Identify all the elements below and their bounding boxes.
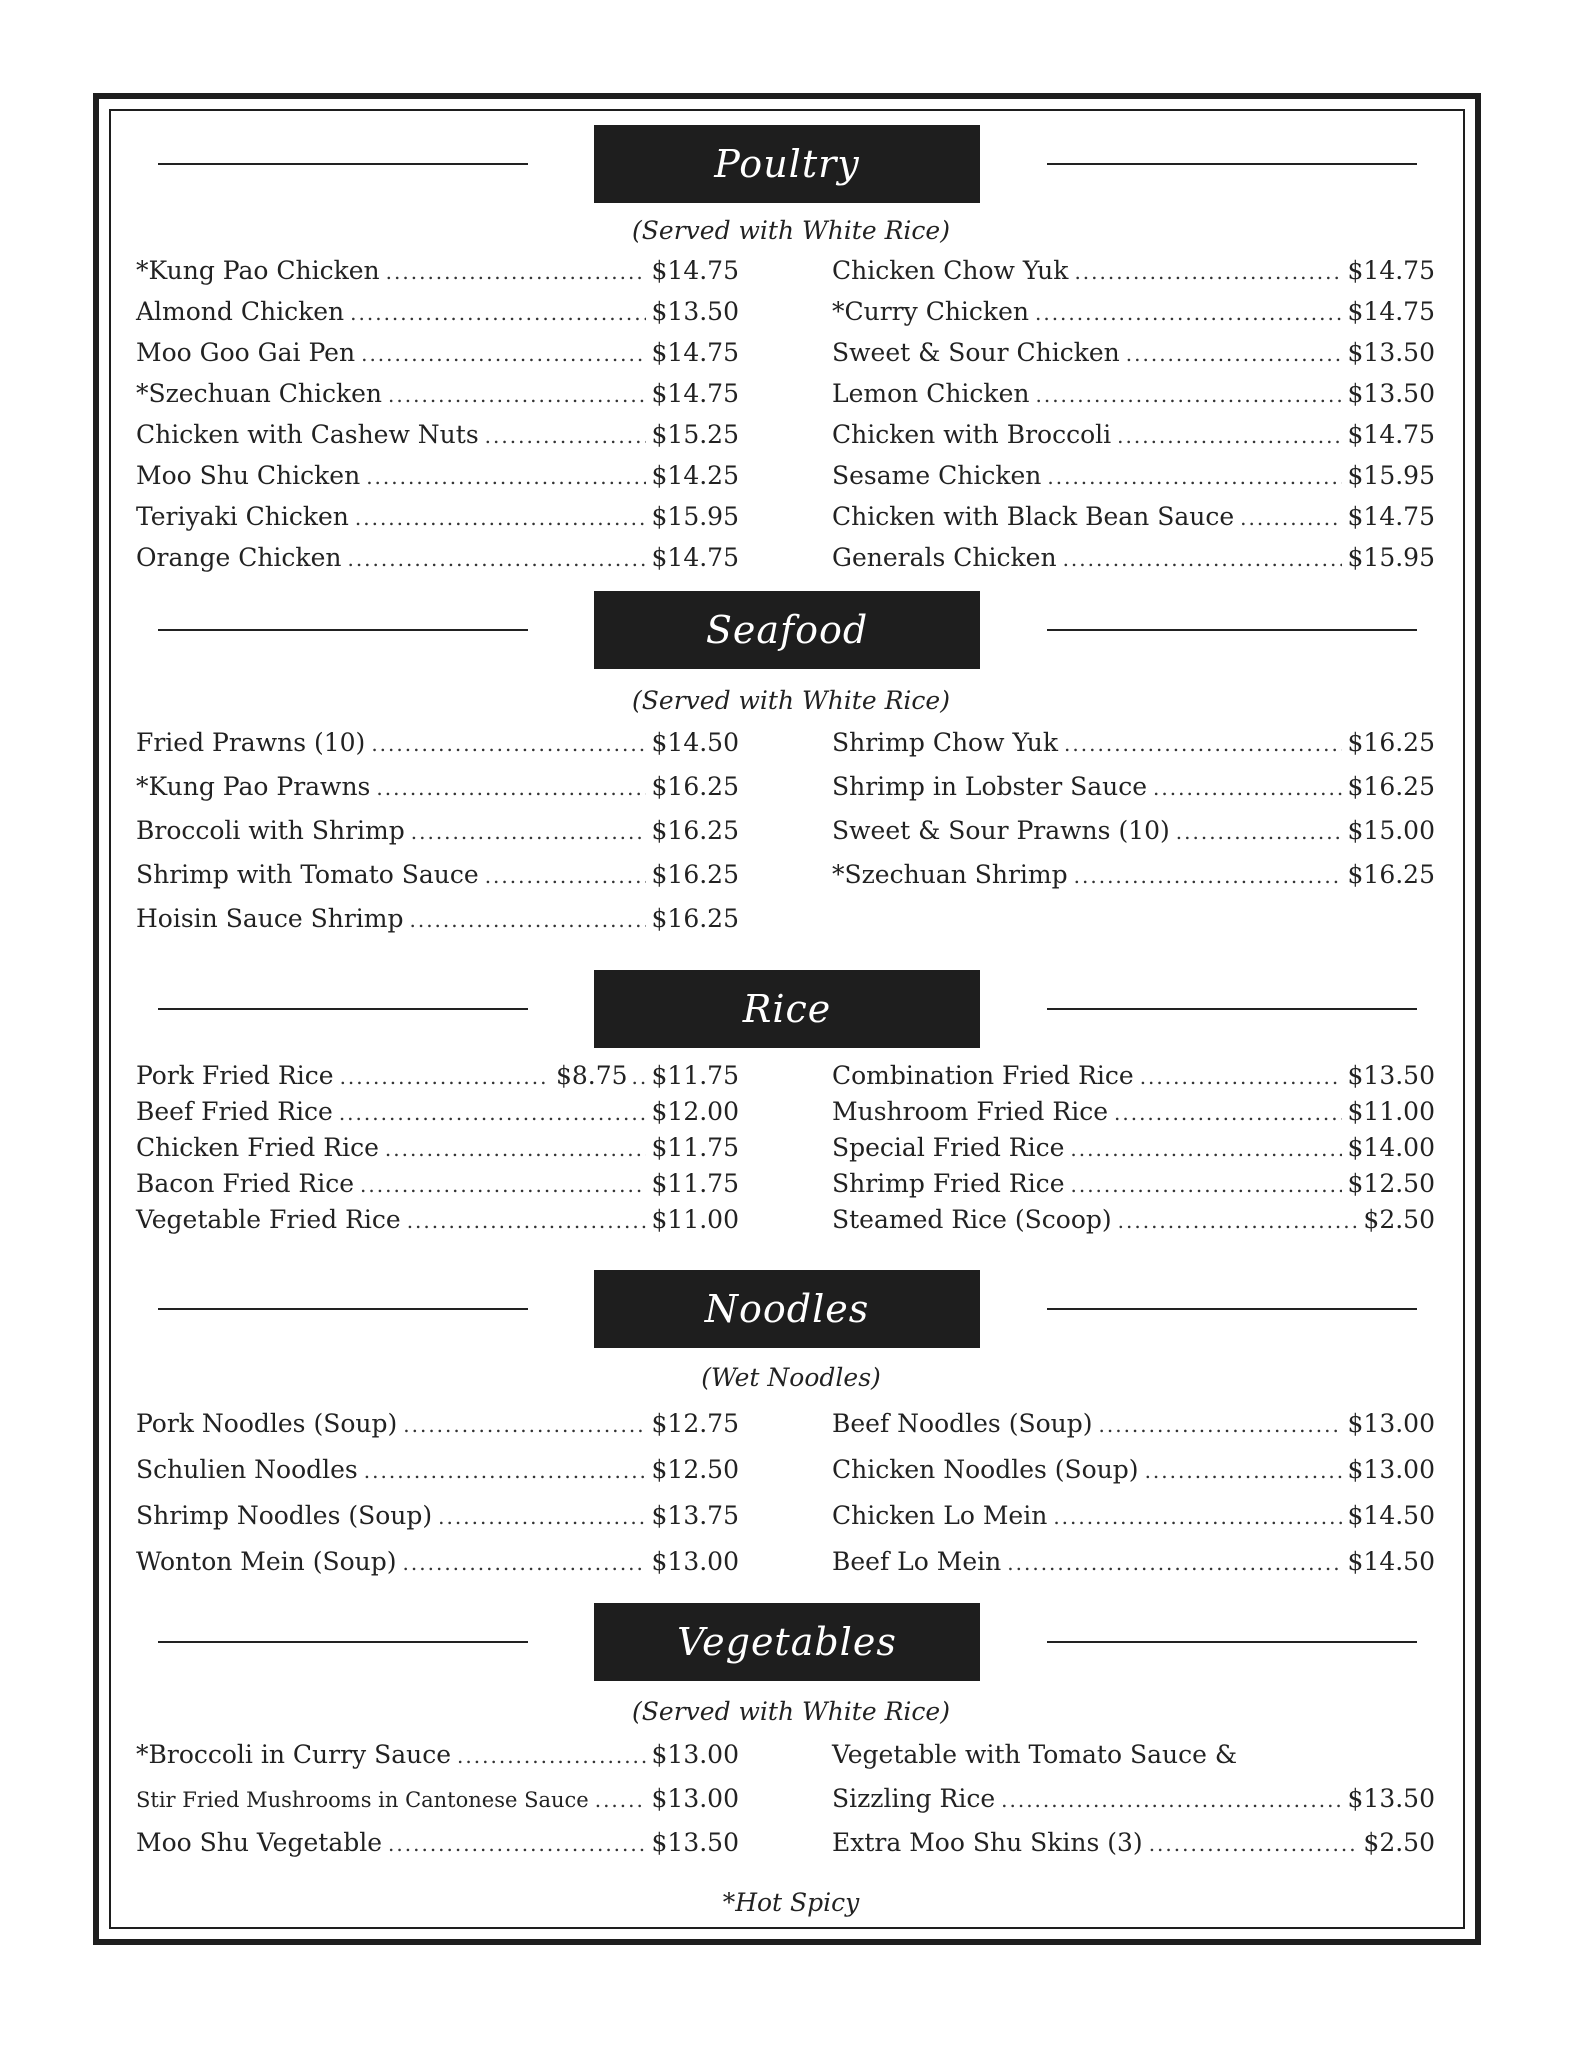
menu-item xyxy=(136,904,739,948)
poultry-header xyxy=(0,125,1582,203)
item-name: Teriyaki Chicken xyxy=(136,502,349,531)
item-price: $11.75 xyxy=(651,1061,739,1090)
item-price: $11.75 xyxy=(651,1169,739,1198)
dot-leader xyxy=(347,547,645,571)
menu-item xyxy=(832,1501,1435,1547)
item-price: $2.50 xyxy=(1363,1205,1435,1234)
item-name: Chicken with Black Bean Sauce xyxy=(832,502,1235,531)
item-price: $14.50 xyxy=(1347,1547,1435,1576)
menu-item xyxy=(832,772,1435,816)
item-price: $16.25 xyxy=(1347,772,1435,801)
menu-item xyxy=(832,420,1435,461)
divider-line xyxy=(158,1008,528,1010)
item-name: Moo Shu Chicken xyxy=(136,461,361,490)
menu-item xyxy=(136,1828,739,1872)
dot-leader xyxy=(411,820,646,844)
item-price: $12.00 xyxy=(651,1097,739,1126)
item-price: $13.75 xyxy=(651,1501,739,1530)
item-price: $13.50 xyxy=(1347,338,1435,367)
dot-leader xyxy=(1053,1505,1341,1529)
menu-item xyxy=(832,1169,1435,1205)
item-price: $15.00 xyxy=(1347,816,1435,845)
menu-item xyxy=(136,543,739,584)
item-price: $16.25 xyxy=(1347,728,1435,757)
dot-leader xyxy=(1117,424,1341,448)
vegetables-subtitle: (Served with White Rice) xyxy=(632,1697,950,1726)
menu-item xyxy=(136,1409,739,1455)
menu-item xyxy=(832,816,1435,860)
dot-leader xyxy=(1118,1209,1358,1233)
item-name: Sweet & Sour Chicken xyxy=(832,338,1120,367)
dot-leader xyxy=(1074,864,1342,888)
dot-leader xyxy=(371,732,645,756)
noodles-subtitle: (Wet Noodles) xyxy=(701,1363,881,1392)
menu-item xyxy=(832,1097,1435,1133)
item-name: Fried Prawns (10) xyxy=(136,728,366,757)
dot-leader xyxy=(1035,383,1341,407)
item-price: $11.00 xyxy=(651,1205,739,1234)
item-name: Beef Noodles (Soup) xyxy=(832,1409,1093,1438)
item-name: Chicken with Cashew Nuts xyxy=(136,420,479,449)
item-name: Shrimp with Tomato Sauce xyxy=(136,860,479,889)
dot-leader xyxy=(1099,1413,1342,1437)
section-title: Seafood xyxy=(594,591,980,669)
poultry-subtitle: (Served with White Rice) xyxy=(632,216,950,245)
menu-item xyxy=(136,1097,739,1133)
item-price: $16.25 xyxy=(1347,860,1435,889)
item-name: Almond Chicken xyxy=(136,297,345,326)
item-name: Moo Goo Gai Pen xyxy=(136,338,356,367)
noodles-right-column xyxy=(832,1409,1435,1593)
menu-item xyxy=(832,728,1435,772)
item-price: $13.50 xyxy=(1347,379,1435,408)
dot-leader xyxy=(339,1101,646,1125)
menu-item xyxy=(136,338,739,379)
item-name: *Szechuan Chicken xyxy=(136,379,383,408)
dot-leader xyxy=(361,342,645,366)
item-name: Bacon Fried Rice xyxy=(136,1169,355,1198)
poultry-right-column xyxy=(832,256,1435,584)
divider-line xyxy=(1047,1008,1417,1010)
item-price: $13.50 xyxy=(1347,1784,1435,1813)
item-name: *Szechuan Shrimp xyxy=(832,860,1068,889)
item-price: $14.75 xyxy=(1347,256,1435,285)
menu-item xyxy=(136,1784,739,1828)
item-name: Sizzling Rice xyxy=(832,1784,996,1813)
menu-item xyxy=(136,1740,739,1784)
item-price: $11.75 xyxy=(651,1133,739,1162)
dot-leader xyxy=(1140,1065,1342,1089)
item-price: $14.75 xyxy=(1347,502,1435,531)
menu-item xyxy=(832,1547,1435,1593)
item-name: Shrimp Fried Rice xyxy=(832,1169,1065,1198)
dot-leader xyxy=(1070,1173,1341,1197)
item-name: Schulien Noodles xyxy=(136,1455,358,1484)
rice-header xyxy=(0,970,1582,1048)
divider-line xyxy=(1047,1641,1417,1643)
item-price: $14.00 xyxy=(1347,1133,1435,1162)
rice-left-column xyxy=(136,1061,739,1241)
divider-line xyxy=(158,1641,528,1643)
item-price: $13.00 xyxy=(1347,1455,1435,1484)
dot-leader xyxy=(360,1173,645,1197)
menu-item xyxy=(136,297,739,338)
item-price: $16.25 xyxy=(651,904,739,933)
menu-item xyxy=(136,860,739,904)
dot-leader xyxy=(386,260,646,284)
menu-item xyxy=(832,1784,1435,1828)
menu-item xyxy=(136,379,739,420)
divider-line xyxy=(158,163,528,165)
menu-item xyxy=(832,338,1435,379)
dot-leader xyxy=(340,1065,550,1089)
dot-leader xyxy=(485,424,646,448)
item-price: $12.75 xyxy=(651,1409,739,1438)
dot-leader xyxy=(1074,260,1341,284)
item-name: *Curry Chicken xyxy=(832,297,1029,326)
dot-leader xyxy=(1070,1137,1341,1161)
dot-leader xyxy=(1240,506,1341,530)
item-name: Shrimp Noodles (Soup) xyxy=(136,1501,433,1530)
item-name: Pork Fried Rice xyxy=(136,1061,334,1090)
dot-leader xyxy=(457,1744,645,1768)
menu-item xyxy=(136,256,739,297)
item-name: Chicken Noodles (Soup) xyxy=(832,1455,1139,1484)
seafood-left-column xyxy=(136,728,739,948)
dot-leader xyxy=(1149,1832,1358,1856)
item-price: $13.00 xyxy=(1347,1409,1435,1438)
dot-leader xyxy=(1176,820,1342,844)
menu-item xyxy=(832,1061,1435,1097)
item-name: Generals Chicken xyxy=(832,543,1057,572)
dot-leader xyxy=(403,1551,646,1575)
section-title: Noodles xyxy=(594,1270,980,1348)
menu-item xyxy=(136,728,739,772)
item-price: $12.50 xyxy=(651,1455,739,1484)
dot-leader xyxy=(1047,465,1341,489)
item-price: $13.00 xyxy=(651,1740,739,1769)
section-title: Poultry xyxy=(594,125,980,203)
item-price: $14.25 xyxy=(651,461,739,490)
menu-item xyxy=(832,461,1435,502)
dot-leader xyxy=(355,506,646,530)
dot-leader xyxy=(350,301,645,325)
noodles-left-column xyxy=(136,1409,739,1593)
divider-line xyxy=(1047,1308,1417,1310)
item-name: Steamed Rice (Scoop) xyxy=(832,1205,1112,1234)
item-price: $13.00 xyxy=(651,1547,739,1576)
menu-item xyxy=(832,860,1435,904)
section-title: Vegetables xyxy=(594,1603,980,1681)
item-name: Broccoli with Shrimp xyxy=(136,816,405,845)
dot-leader xyxy=(1145,1459,1342,1483)
menu-item xyxy=(136,1133,739,1169)
menu-item xyxy=(832,256,1435,297)
menu-item xyxy=(136,1455,739,1501)
item-name: Vegetable Fried Rice xyxy=(136,1205,401,1234)
menu-item xyxy=(832,1409,1435,1455)
item-price: $11.00 xyxy=(1347,1097,1435,1126)
menu-item xyxy=(136,420,739,461)
item-name: Sweet & Sour Prawns (10) xyxy=(832,816,1170,845)
item-price: $16.25 xyxy=(651,860,739,889)
seafood-header xyxy=(0,591,1582,669)
item-price: $16.25 xyxy=(651,816,739,845)
menu-item xyxy=(136,502,739,543)
dot-leader xyxy=(595,1788,646,1812)
item-name: *Kung Pao Chicken xyxy=(136,256,380,285)
dot-leader xyxy=(376,776,645,800)
item-name: Chicken Lo Mein xyxy=(832,1501,1048,1530)
item-price: $13.50 xyxy=(651,297,739,326)
menu-item xyxy=(136,772,739,816)
dot-leader xyxy=(438,1505,645,1529)
dot-leader xyxy=(409,908,645,932)
item-name: Shrimp in Lobster Sauce xyxy=(832,772,1148,801)
menu-item xyxy=(832,1133,1435,1169)
section-title: Rice xyxy=(594,970,980,1048)
item-name: Pork Noodles (Soup) xyxy=(136,1409,398,1438)
menu-item xyxy=(136,461,739,502)
dot-leader xyxy=(1064,732,1341,756)
item-price: $13.00 xyxy=(651,1784,739,1813)
dot-leader xyxy=(366,465,645,489)
dot-leader xyxy=(1007,1551,1341,1575)
vegetables-header xyxy=(0,1603,1582,1681)
item-name: Beef Lo Mein xyxy=(832,1547,1002,1576)
item-name: *Broccoli in Curry Sauce xyxy=(136,1740,452,1769)
item-price-small: $8.75 xyxy=(555,1061,628,1090)
item-name: Wonton Mein (Soup) xyxy=(136,1547,397,1576)
dot-leader xyxy=(632,1065,650,1089)
item-name: Chicken Chow Yuk xyxy=(832,256,1069,285)
menu-item xyxy=(832,502,1435,543)
item-price: $15.25 xyxy=(651,420,739,449)
dot-leader xyxy=(364,1459,646,1483)
item-price: $2.50 xyxy=(1363,1828,1435,1857)
item-name: Chicken Fried Rice xyxy=(136,1133,379,1162)
item-name: Hoisin Sauce Shrimp xyxy=(136,904,404,933)
menu-item xyxy=(136,1061,739,1097)
seafood-right-column xyxy=(832,728,1435,904)
item-price: $14.75 xyxy=(651,256,739,285)
item-name: Chicken with Broccoli xyxy=(832,420,1112,449)
item-name: Stir Fried Mushrooms in Cantonese Sauce xyxy=(136,1788,589,1812)
item-price: $14.50 xyxy=(651,728,739,757)
rice-right-column xyxy=(832,1061,1435,1241)
menu-item xyxy=(832,1455,1435,1501)
divider-line xyxy=(1047,163,1417,165)
seafood-subtitle: (Served with White Rice) xyxy=(632,686,950,715)
item-name: Combination Fried Rice xyxy=(832,1061,1134,1090)
item-price: $14.50 xyxy=(1347,1501,1435,1530)
menu-item xyxy=(136,816,739,860)
dot-leader xyxy=(407,1209,646,1233)
menu-item xyxy=(832,1205,1435,1241)
item-price: $16.25 xyxy=(651,772,739,801)
dot-leader xyxy=(1063,547,1342,571)
poultry-left-column xyxy=(136,256,739,584)
menu-item xyxy=(832,1740,1435,1784)
dot-leader xyxy=(388,383,645,407)
vegetables-left-column xyxy=(136,1740,739,1872)
item-price: $15.95 xyxy=(1347,543,1435,572)
dot-leader xyxy=(403,1413,645,1437)
item-price: $14.75 xyxy=(1347,297,1435,326)
divider-line xyxy=(158,629,528,631)
item-price: $14.75 xyxy=(651,543,739,572)
menu-item xyxy=(832,543,1435,584)
item-name: Lemon Chicken xyxy=(832,379,1030,408)
menu-item xyxy=(136,1205,739,1241)
item-price: $12.50 xyxy=(1347,1169,1435,1198)
divider-line xyxy=(1047,629,1417,631)
item-price: $13.50 xyxy=(651,1828,739,1857)
item-name: Special Fried Rice xyxy=(832,1133,1065,1162)
item-price: $15.95 xyxy=(651,502,739,531)
item-name: Vegetable with Tomato Sauce & xyxy=(832,1740,1238,1769)
dot-leader xyxy=(1126,342,1342,366)
item-price: $14.75 xyxy=(651,338,739,367)
dot-leader xyxy=(388,1832,645,1856)
menu-item xyxy=(832,1828,1435,1872)
item-name: Sesame Chicken xyxy=(832,461,1042,490)
item-name: Orange Chicken xyxy=(136,543,342,572)
item-price: $15.95 xyxy=(1347,461,1435,490)
item-name: *Kung Pao Prawns xyxy=(136,772,371,801)
footer-note: *Hot Spicy xyxy=(722,1888,860,1917)
vegetables-right-column xyxy=(832,1740,1435,1872)
item-price: $13.50 xyxy=(1347,1061,1435,1090)
item-name: Beef Fried Rice xyxy=(136,1097,333,1126)
item-price: $14.75 xyxy=(651,379,739,408)
menu-item xyxy=(136,1547,739,1593)
dot-leader xyxy=(485,864,646,888)
noodles-header xyxy=(0,1270,1582,1348)
item-name: Moo Shu Vegetable xyxy=(136,1828,383,1857)
dot-leader xyxy=(1035,301,1342,325)
menu-item xyxy=(136,1169,739,1205)
dot-leader xyxy=(1114,1101,1342,1125)
menu-item xyxy=(136,1501,739,1547)
dot-leader xyxy=(1153,776,1341,800)
item-name: Extra Moo Shu Skins (3) xyxy=(832,1828,1143,1857)
dot-leader xyxy=(385,1137,646,1161)
dot-leader xyxy=(1001,1788,1341,1812)
item-name: Mushroom Fried Rice xyxy=(832,1097,1108,1126)
item-price: $14.75 xyxy=(1347,420,1435,449)
divider-line xyxy=(158,1308,528,1310)
menu-item xyxy=(832,297,1435,338)
menu-item xyxy=(832,379,1435,420)
vegetables-right-items xyxy=(832,1784,1435,1872)
item-name: Shrimp Chow Yuk xyxy=(832,728,1059,757)
